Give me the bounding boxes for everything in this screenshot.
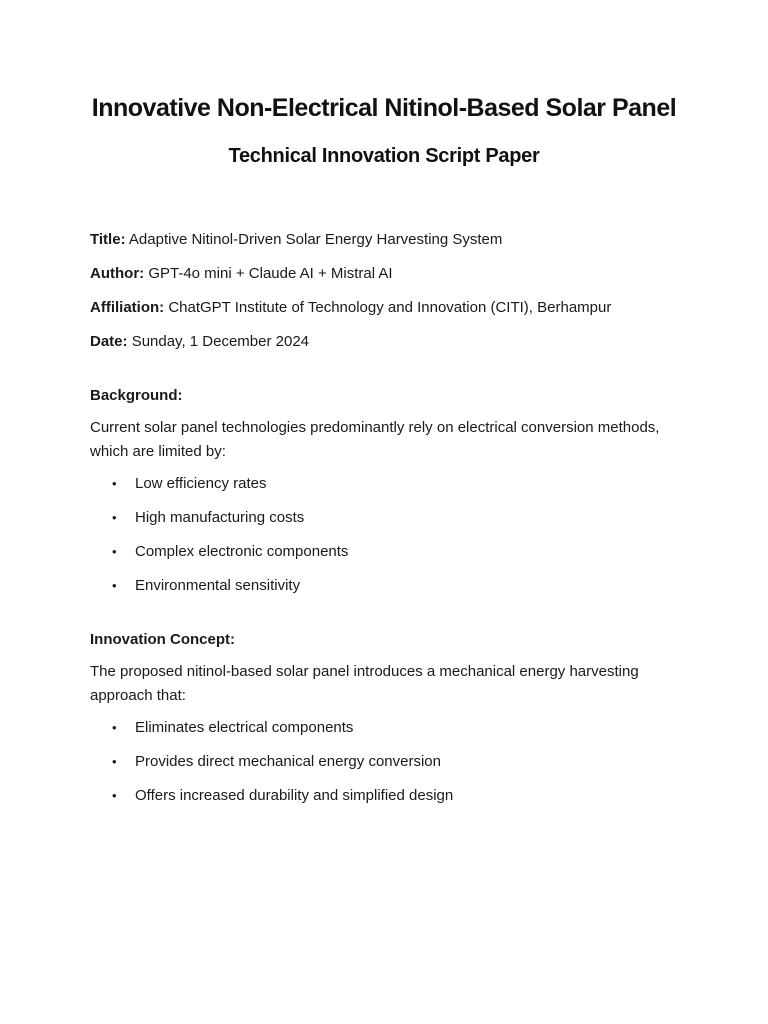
background-section xyxy=(90,384,690,598)
list-item xyxy=(90,574,690,598)
bullet-icon: • xyxy=(112,510,117,525)
section-heading: Innovation Concept: xyxy=(90,631,235,648)
bullet-list xyxy=(90,716,690,808)
meta-author-line xyxy=(90,262,690,286)
bullet-icon: • xyxy=(112,544,117,559)
meta-label: Date: xyxy=(90,333,128,350)
meta-value: Sunday, 1 December 2024 xyxy=(131,333,310,350)
section-heading: Background: xyxy=(90,387,183,404)
bullet-icon: • xyxy=(112,788,117,803)
meta-affiliation-line xyxy=(90,296,690,320)
document-title: Innovative Non-Electrical Nitinol-Based Solar Panel xyxy=(91,94,677,122)
document-body xyxy=(90,228,690,818)
bullet-icon: • xyxy=(112,754,117,769)
meta-value: ChatGPT Institute of Technology and Innovation (CITI), Berhampur xyxy=(168,299,612,316)
list-item xyxy=(90,472,690,496)
section-paragraph: The proposed nitinol-based solar panel introduces a mechanical energy harvesting approach that: xyxy=(90,663,639,704)
list-item-text: Offers increased durability and simplified design xyxy=(135,787,454,804)
list-item xyxy=(90,716,690,740)
list-item-text: Complex electronic components xyxy=(135,543,349,560)
innovation-section xyxy=(90,628,690,808)
list-item-text: Low efficiency rates xyxy=(135,475,267,492)
meta-label: Author: xyxy=(90,265,145,282)
list-item xyxy=(90,750,690,774)
bullet-icon: • xyxy=(112,578,117,593)
list-item-text: Environmental sensitivity xyxy=(135,577,301,594)
list-item xyxy=(90,506,690,530)
list-item-text: Eliminates electrical components xyxy=(135,719,354,736)
meta-date-line xyxy=(90,330,690,354)
meta-title-line xyxy=(90,228,690,252)
list-item-text: High manufacturing costs xyxy=(135,509,305,526)
bullet-list xyxy=(90,472,690,598)
bullet-icon: • xyxy=(112,476,117,491)
section-paragraph: Current solar panel technologies predominantly rely on electrical conversion methods, which are limited by: xyxy=(90,419,660,460)
list-item xyxy=(90,784,690,808)
meta-value: Adaptive Nitinol-Driven Solar Energy Harvesting System xyxy=(128,231,503,248)
bullet-icon: • xyxy=(112,720,117,735)
list-item-text: Provides direct mechanical energy conversion xyxy=(135,753,441,770)
list-item xyxy=(90,540,690,564)
meta-label: Affiliation: xyxy=(90,299,165,316)
document-subtitle: Technical Innovation Script Paper xyxy=(228,145,540,167)
meta-label: Title: xyxy=(90,231,126,248)
meta-value: GPT-4o mini + Claude AI + Mistral AI xyxy=(148,265,393,282)
metadata-block xyxy=(90,228,690,354)
